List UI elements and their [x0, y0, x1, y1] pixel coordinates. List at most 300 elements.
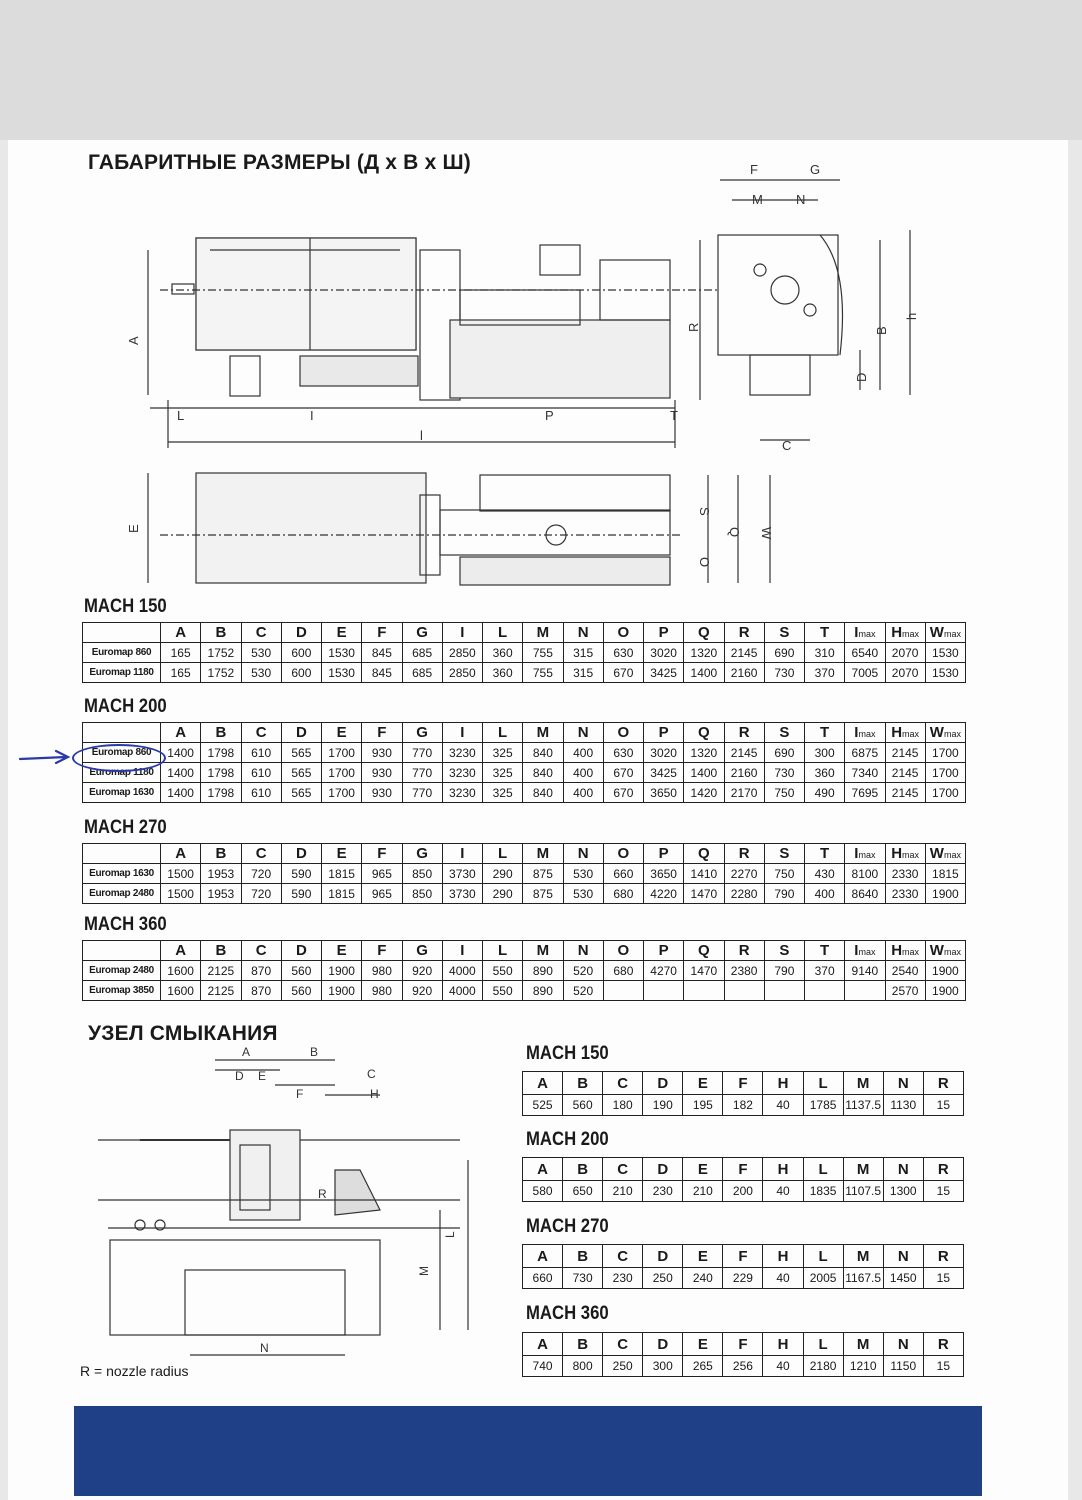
table-header-row: [83, 844, 966, 864]
col-m: M: [843, 1245, 883, 1268]
cell: 1500: [161, 884, 201, 904]
cell: 4270: [644, 961, 684, 981]
table-row: [523, 1095, 964, 1116]
cell: 610: [241, 743, 281, 763]
cell: 400: [563, 763, 603, 783]
cell: 920: [402, 961, 442, 981]
cell: 680: [603, 961, 643, 981]
cell: 530: [241, 643, 281, 663]
col-b: B: [201, 941, 241, 961]
col-e: E: [683, 1158, 723, 1181]
cell: 2125: [201, 961, 241, 981]
col-wmax: [925, 623, 965, 643]
cell: 3230: [442, 783, 482, 803]
col-e: E: [322, 844, 362, 864]
col-r: R: [923, 1072, 963, 1095]
col-wmax-letter: W: [929, 724, 944, 741]
top-view-drawing: [120, 465, 800, 595]
cell: 195: [683, 1095, 723, 1116]
cell: 6875: [845, 743, 885, 763]
cell: 1300: [883, 1181, 923, 1202]
cell: 250: [643, 1268, 683, 1289]
dim-label-b: B: [874, 326, 889, 335]
cell: 40: [763, 1181, 803, 1202]
cell: 370: [805, 663, 845, 683]
cell: [724, 981, 764, 1001]
cell: 690: [764, 743, 804, 763]
cell: 980: [362, 981, 402, 1001]
cell: 965: [362, 864, 402, 884]
row-model: Euromap 1630: [83, 864, 161, 884]
col-imax: [845, 941, 885, 961]
mach200-title: MACH 200: [84, 696, 167, 717]
col-o: O: [603, 723, 643, 743]
cell: 1700: [925, 783, 965, 803]
clamp-label-f: F: [296, 1087, 304, 1101]
col-m: M: [843, 1158, 883, 1181]
top-gray-band: [0, 0, 1082, 140]
col-wmax-sub: max: [943, 947, 961, 957]
cell: 2330: [885, 864, 925, 884]
cell: 610: [241, 783, 281, 803]
col-n: N: [883, 1245, 923, 1268]
col-i: I: [442, 844, 482, 864]
footer-bar: [74, 1406, 982, 1496]
cell: 310: [805, 643, 845, 663]
col-t: T: [805, 723, 845, 743]
cell: 300: [643, 1356, 683, 1377]
cell: [764, 981, 804, 1001]
col-e: E: [683, 1072, 723, 1095]
clamp-mach200-table: [522, 1157, 964, 1202]
col-b: B: [201, 723, 241, 743]
col-t: T: [805, 623, 845, 643]
cell: 845: [362, 643, 402, 663]
col-r: R: [724, 623, 764, 643]
col-h: H: [763, 1245, 803, 1268]
cell: 660: [523, 1268, 563, 1289]
clamp-mach270-table: [522, 1244, 964, 1289]
cell: 1752: [201, 663, 241, 683]
cell: 740: [523, 1356, 563, 1377]
mach200-table: [82, 722, 966, 803]
cell: 770: [402, 783, 442, 803]
col-l: L: [483, 844, 523, 864]
cell: 325: [483, 743, 523, 763]
cell: 2070: [885, 643, 925, 663]
clamp-label-m: M: [417, 1266, 431, 1276]
col-d: D: [281, 844, 321, 864]
dim-label-i: I: [310, 408, 314, 423]
col-hmax-letter: H: [891, 942, 903, 959]
cell: 560: [281, 981, 321, 1001]
col-imax: [845, 844, 885, 864]
clamp-label-r: R: [318, 1187, 327, 1201]
cell: 565: [281, 763, 321, 783]
table-row: [523, 1181, 964, 1202]
cell: 2160: [724, 663, 764, 683]
col-c: C: [603, 1333, 643, 1356]
cell: 2850: [442, 663, 482, 683]
cell: 875: [523, 864, 563, 884]
cell: 1900: [925, 981, 965, 1001]
cell: 630: [603, 643, 643, 663]
header-model: [83, 941, 161, 961]
cell: 2270: [724, 864, 764, 884]
cell: 2540: [885, 961, 925, 981]
clamp-label-c: C: [367, 1067, 376, 1081]
cell: 630: [603, 743, 643, 763]
cell: 40: [763, 1268, 803, 1289]
cell: 4220: [644, 884, 684, 904]
cell: 40: [763, 1356, 803, 1377]
col-e: E: [322, 623, 362, 643]
cell: 580: [523, 1181, 563, 1202]
cell: 1320: [684, 743, 724, 763]
col-wmax-sub: max: [943, 629, 961, 639]
cell: 965: [362, 884, 402, 904]
row-model: Euromap 860: [83, 743, 161, 763]
col-wmax-sub: max: [943, 729, 961, 739]
col-e: E: [322, 723, 362, 743]
col-a: A: [161, 623, 201, 643]
cell: 890: [523, 961, 563, 981]
col-e: E: [683, 1245, 723, 1268]
side-view-drawing: [120, 150, 940, 455]
col-s: S: [764, 941, 804, 961]
cell: 1600: [161, 981, 201, 1001]
col-r: R: [923, 1333, 963, 1356]
cell: 3425: [644, 763, 684, 783]
cell: 2125: [201, 981, 241, 1001]
dim-label-r: R: [686, 322, 701, 332]
cell: 790: [764, 884, 804, 904]
col-b: B: [563, 1158, 603, 1181]
header-model: [83, 844, 161, 864]
cell: 210: [683, 1181, 723, 1202]
col-imax: [845, 723, 885, 743]
col-m: M: [523, 941, 563, 961]
cell: 4000: [442, 961, 482, 981]
col-wmax: [925, 723, 965, 743]
cell: 165: [161, 663, 201, 683]
cell: 1167.5: [843, 1268, 883, 1289]
cell: 370: [805, 961, 845, 981]
cell: 325: [483, 763, 523, 783]
cell: 600: [281, 643, 321, 663]
col-l: L: [803, 1158, 843, 1181]
col-l: L: [483, 941, 523, 961]
col-wmax: [925, 844, 965, 864]
col-wmax-letter: W: [929, 624, 944, 641]
col-n: N: [563, 623, 603, 643]
cell: 1530: [925, 643, 965, 663]
cell: 2330: [885, 884, 925, 904]
cell: 3230: [442, 763, 482, 783]
cell: 1700: [322, 743, 362, 763]
cell: 182: [723, 1095, 763, 1116]
cell: 530: [563, 864, 603, 884]
col-q: Q: [684, 941, 724, 961]
cell: 250: [603, 1356, 643, 1377]
col-n: N: [883, 1072, 923, 1095]
cell: 240: [683, 1268, 723, 1289]
cell: 750: [764, 864, 804, 884]
col-d: D: [643, 1245, 683, 1268]
table-row: [83, 864, 966, 884]
cell: 1530: [322, 663, 362, 683]
dim-label-e: E: [126, 524, 141, 533]
cell: 1410: [684, 864, 724, 884]
cell: 2180: [803, 1356, 843, 1377]
cell: 1400: [161, 783, 201, 803]
cell: 685: [402, 663, 442, 683]
cell: [644, 981, 684, 1001]
col-m: M: [523, 723, 563, 743]
cell: 7340: [845, 763, 885, 783]
col-i: I: [442, 723, 482, 743]
cell: 315: [563, 663, 603, 683]
col-r: R: [923, 1245, 963, 1268]
row-model: Euromap 2480: [83, 884, 161, 904]
cell: 1150: [883, 1356, 923, 1377]
cell: 1130: [883, 1095, 923, 1116]
clamp-label-b: B: [310, 1045, 319, 1059]
dim-label-d: D: [854, 372, 869, 382]
col-n: N: [563, 723, 603, 743]
col-a: A: [161, 723, 201, 743]
dim-label-f: F: [750, 162, 758, 177]
col-g: G: [402, 723, 442, 743]
col-b: B: [201, 844, 241, 864]
cell: 920: [402, 981, 442, 1001]
cell: 875: [523, 884, 563, 904]
dim-label-p: P: [545, 408, 554, 423]
dim-label-h: h: [904, 312, 919, 320]
cell: 670: [603, 663, 643, 683]
cell: 2570: [885, 981, 925, 1001]
dim-label-s: S: [697, 507, 712, 516]
col-wmax-letter: W: [929, 942, 944, 959]
col-a: A: [523, 1072, 563, 1095]
col-q: Q: [684, 844, 724, 864]
col-b: B: [563, 1072, 603, 1095]
cell: 1785: [803, 1095, 843, 1116]
col-r: R: [724, 941, 764, 961]
col-f: F: [723, 1158, 763, 1181]
table-header-row: [523, 1158, 964, 1181]
col-n: N: [883, 1158, 923, 1181]
table-header-row: [523, 1245, 964, 1268]
col-c: C: [241, 844, 281, 864]
col-h: H: [763, 1072, 803, 1095]
col-g: G: [402, 941, 442, 961]
cell: 229: [723, 1268, 763, 1289]
col-d: D: [281, 623, 321, 643]
cell: 15: [923, 1356, 963, 1377]
col-l: L: [803, 1333, 843, 1356]
cell: 790: [764, 961, 804, 981]
cell: 3730: [442, 884, 482, 904]
cell: 1470: [684, 961, 724, 981]
cell: 840: [523, 743, 563, 763]
cell: 845: [362, 663, 402, 683]
cell: 256: [723, 1356, 763, 1377]
cell: 2850: [442, 643, 482, 663]
table-row: [523, 1356, 964, 1377]
cell: 850: [402, 864, 442, 884]
cell: 3230: [442, 743, 482, 763]
col-b: B: [201, 623, 241, 643]
col-r: R: [923, 1158, 963, 1181]
col-o: O: [603, 623, 643, 643]
cell: 7005: [845, 663, 885, 683]
cell: 870: [241, 981, 281, 1001]
cell: 8100: [845, 864, 885, 884]
col-a: A: [161, 941, 201, 961]
table-header-row: [83, 723, 966, 743]
dim-label-c: C: [782, 438, 792, 453]
col-g: G: [402, 623, 442, 643]
cell: 290: [483, 884, 523, 904]
cell: 2170: [724, 783, 764, 803]
cell: 755: [523, 663, 563, 683]
cell: 670: [603, 783, 643, 803]
cell: 360: [483, 663, 523, 683]
dim-label-a: A: [126, 336, 141, 345]
table-header-row: [523, 1333, 964, 1356]
cell: 755: [523, 643, 563, 663]
cell: 180: [603, 1095, 643, 1116]
col-b: B: [563, 1333, 603, 1356]
cell: 400: [805, 884, 845, 904]
col-a: A: [523, 1333, 563, 1356]
col-c: C: [603, 1158, 643, 1181]
cell: 520: [563, 981, 603, 1001]
cell: 9140: [845, 961, 885, 981]
cell: 870: [241, 961, 281, 981]
col-m: M: [523, 844, 563, 864]
row-model: Euromap 2480: [83, 961, 161, 981]
col-b: B: [563, 1245, 603, 1268]
dim-label-o: O: [697, 557, 712, 568]
cell: 525: [523, 1095, 563, 1116]
table-row: [83, 783, 966, 803]
col-d: D: [281, 941, 321, 961]
cell: 1470: [684, 884, 724, 904]
cell: 2070: [885, 663, 925, 683]
clamp-mach360-table: [522, 1332, 964, 1377]
col-f: F: [362, 623, 402, 643]
col-hmax-letter: H: [891, 724, 903, 741]
cell: 210: [603, 1181, 643, 1202]
clamp-mach150-table: [522, 1071, 964, 1116]
cell: 1900: [925, 961, 965, 981]
clamp-label-a: A: [242, 1045, 251, 1059]
cell: 1953: [201, 864, 241, 884]
table-header-row: [83, 623, 966, 643]
table-row: [83, 663, 966, 683]
cell: 750: [764, 783, 804, 803]
col-hmax-sub: max: [902, 629, 920, 639]
cell: 800: [563, 1356, 603, 1377]
clamp-label-e: E: [258, 1069, 267, 1083]
col-t: T: [805, 941, 845, 961]
cell: 2145: [724, 743, 764, 763]
cell: 15: [923, 1181, 963, 1202]
cell: 1700: [322, 763, 362, 783]
col-imax-sub: max: [858, 629, 876, 639]
cell: 670: [603, 763, 643, 783]
cell: 8640: [845, 884, 885, 904]
mach270-table: [82, 843, 966, 904]
dim-label-g: G: [810, 162, 821, 177]
cell: 1798: [201, 743, 241, 763]
dim-label-l: L: [177, 408, 185, 423]
cell: 3425: [644, 663, 684, 683]
cell: 1210: [843, 1356, 883, 1377]
table-row: [83, 884, 966, 904]
cell: 300: [805, 743, 845, 763]
clamp-mach360-title: MACH 360: [526, 1303, 609, 1324]
col-imax-sub: max: [858, 850, 876, 860]
col-p: P: [644, 623, 684, 643]
cell: 1320: [684, 643, 724, 663]
cell: 850: [402, 884, 442, 904]
cell: 565: [281, 743, 321, 763]
cell: 2380: [724, 961, 764, 981]
cell: 530: [241, 663, 281, 683]
col-m: M: [523, 623, 563, 643]
clamp-label-l: L: [443, 1231, 457, 1238]
cell: 400: [563, 783, 603, 803]
cell: 1500: [161, 864, 201, 884]
cell: 2145: [724, 643, 764, 663]
cell: 15: [923, 1095, 963, 1116]
cell: 1107.5: [843, 1181, 883, 1202]
dim-label-q: Q: [727, 527, 742, 538]
cell: 685: [402, 643, 442, 663]
cell: 4000: [442, 981, 482, 1001]
clamp-label-n: N: [260, 1341, 269, 1355]
cell: 730: [764, 663, 804, 683]
col-f: F: [723, 1245, 763, 1268]
header-model: [83, 723, 161, 743]
dim-label-t: T: [670, 408, 678, 423]
row-model: Euromap 1180: [83, 663, 161, 683]
cell: 1400: [161, 763, 201, 783]
cell: 1450: [883, 1268, 923, 1289]
col-p: P: [644, 844, 684, 864]
col-c: C: [603, 1245, 643, 1268]
dim-label-l-total: l: [420, 428, 423, 443]
mach150-title: MACH 150: [84, 596, 167, 617]
col-h: H: [763, 1158, 803, 1181]
row-model: Euromap 860: [83, 643, 161, 663]
table-row: [83, 961, 966, 981]
cell: 770: [402, 763, 442, 783]
cell: 1953: [201, 884, 241, 904]
cell: 1835: [803, 1181, 843, 1202]
cell: 3020: [644, 643, 684, 663]
col-hmax: [885, 941, 925, 961]
table-header-row: [83, 941, 966, 961]
cell: 1900: [925, 884, 965, 904]
cell: 325: [483, 783, 523, 803]
mach150-table: [82, 622, 966, 683]
cell: 360: [805, 763, 845, 783]
col-t: T: [805, 844, 845, 864]
